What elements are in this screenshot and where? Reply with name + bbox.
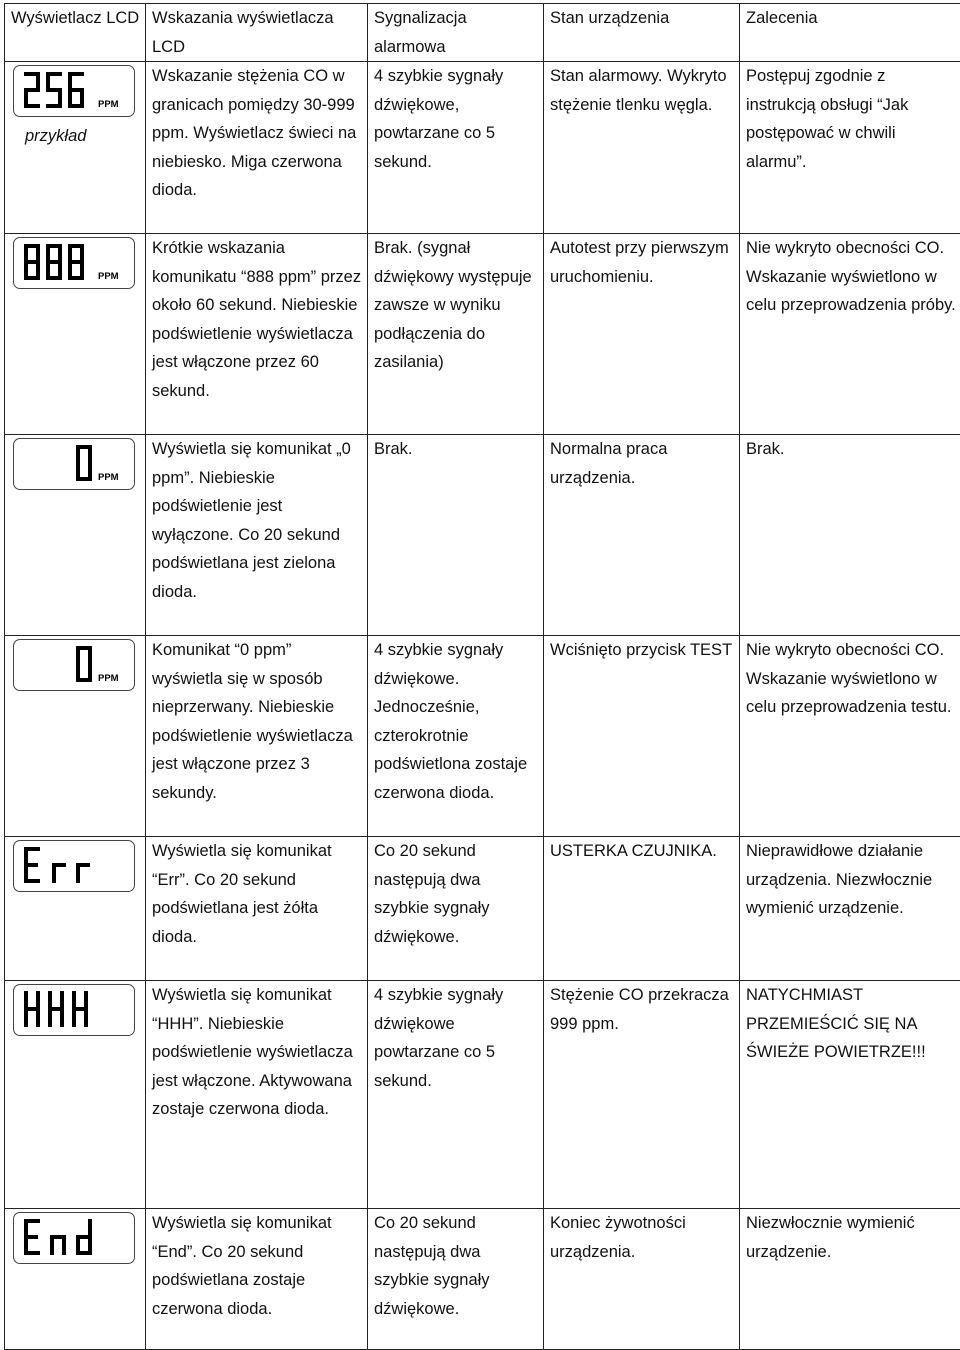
table-row bbox=[5, 234, 960, 435]
lcd-cell bbox=[5, 234, 146, 435]
table-row bbox=[5, 62, 960, 234]
alarm-cell: Brak. bbox=[368, 435, 544, 636]
lcd-0-ppm-icon bbox=[13, 639, 135, 691]
header-row bbox=[5, 4, 960, 62]
table-row bbox=[5, 435, 960, 636]
lcd-err-icon bbox=[13, 840, 135, 892]
state-cell: Normalna praca urządzenia. bbox=[544, 435, 740, 636]
header-alarm-signaling: Sygnalizacja alarmowa bbox=[368, 4, 544, 62]
table-row bbox=[5, 981, 960, 1209]
alarm-cell: 4 szybkie sygnały dźwiękowe powtarzane co 5 sekund. bbox=[368, 981, 544, 1209]
recommendation-cell: NATYCHMIAST PRZEMIEŚCIĆ SIĘ NA ŚWIEŻE POWIETRZE!!! bbox=[740, 981, 960, 1209]
alarm-cell: 4 szybkie sygnały dźwiękowe. Jednocześnie, czterokrotnie podświetlona zostaje czerwona dioda. bbox=[368, 636, 544, 837]
indication-cell: Komunikat “0 ppm” wyświetla się w sposób nieprzerwany. Niebieskie podświetlenie wyświetlacza jest włączone przez 3 sekundy. bbox=[146, 636, 368, 837]
lcd-end-icon bbox=[13, 1212, 135, 1264]
table-row bbox=[5, 837, 960, 981]
lcd-unit-label: PPM bbox=[98, 673, 119, 684]
lcd-unit-label: PPM bbox=[98, 99, 119, 110]
lcd-cell bbox=[5, 981, 146, 1209]
lcd-cell bbox=[5, 435, 146, 636]
alarm-cell: Brak. (sygnał dźwiękowy występuje zawsze w wyniku podłączenia do zasilania) bbox=[368, 234, 544, 435]
lcd-indications-table bbox=[4, 3, 960, 1350]
recommendation-cell: Niezwłocznie wymienić urządzenie. bbox=[740, 1209, 960, 1350]
recommendation-cell: Postępuj zgodnie z instrukcją obsługi “Jak postępować w chwili alarmu”. bbox=[740, 62, 960, 234]
table-row bbox=[5, 1209, 960, 1350]
header-device-state: Stan urządzenia bbox=[544, 4, 740, 62]
lcd-hhh-icon bbox=[13, 984, 135, 1036]
recommendation-cell: Nieprawidłowe działanie urządzenia. Niezwłocznie wymienić urządzenie. bbox=[740, 837, 960, 981]
example-label: przykład bbox=[25, 122, 86, 151]
lcd-cell bbox=[5, 62, 146, 234]
header-recommendations: Zalecenia bbox=[740, 4, 960, 62]
alarm-cell: Co 20 sekund następują dwa szybkie sygnały dźwiękowe. bbox=[368, 837, 544, 981]
lcd-cell bbox=[5, 1209, 146, 1350]
lcd-256-ppm-icon bbox=[13, 65, 135, 117]
state-cell: Autotest przy pierwszym uruchomieniu. bbox=[544, 234, 740, 435]
lcd-unit-label: PPM bbox=[98, 271, 119, 282]
lcd-888-ppm-icon bbox=[13, 237, 135, 289]
recommendation-cell: Nie wykryto obecności CO. Wskazanie wyświetlono w celu przeprowadzenia testu. bbox=[740, 636, 960, 837]
state-cell: Koniec żywotności urządzenia. bbox=[544, 1209, 740, 1350]
state-cell: Stężenie CO przekracza 999 ppm. bbox=[544, 981, 740, 1209]
header-lcd-display: Wyświetlacz LCD bbox=[5, 4, 146, 62]
indication-cell: Wyświetla się komunikat „0 ppm”. Niebieskie podświetlenie jest wyłączone. Co 20 sekund podświetlana jest zielona dioda. bbox=[146, 435, 368, 636]
indication-cell: Wyświetla się komunikat “HHH”. Niebieskie podświetlenie wyświetlacza jest włączone. Aktywowana zostaje czerwona dioda. bbox=[146, 981, 368, 1209]
lcd-cell bbox=[5, 837, 146, 981]
table-row bbox=[5, 636, 960, 837]
alarm-cell: 4 szybkie sygnały dźwiękowe, powtarzane co 5 sekund. bbox=[368, 62, 544, 234]
recommendation-cell: Nie wykryto obecności CO. Wskazanie wyświetlono w celu przeprowadzenia próby. bbox=[740, 234, 960, 435]
lcd-unit-label: PPM bbox=[98, 472, 119, 483]
alarm-cell: Co 20 sekund następują dwa szybkie sygnały dźwiękowe. bbox=[368, 1209, 544, 1350]
header-lcd-indications: Wskazania wyświetlacza LCD bbox=[146, 4, 368, 62]
indication-cell: Wskazanie stężenia CO w granicach pomiędzy 30-999 ppm. Wyświetlacz świeci na niebiesko. Miga czerwona dioda. bbox=[146, 62, 368, 234]
indication-cell: Krótkie wskazania komunikatu “888 ppm” przez około 60 sekund. Niebieskie podświetlenie wyświetlacza jest włączone przez 60 sekund. bbox=[146, 234, 368, 435]
indication-cell: Wyświetla się komunikat “Err”. Co 20 sekund podświetlana jest żółta dioda. bbox=[146, 837, 368, 981]
state-cell: Stan alarmowy. Wykryto stężenie tlenku węgla. bbox=[544, 62, 740, 234]
state-cell: Wciśnięto przycisk TEST bbox=[544, 636, 740, 837]
indication-cell: Wyświetla się komunikat “End”. Co 20 sekund podświetlana zostaje czerwona dioda. bbox=[146, 1209, 368, 1350]
lcd-0-ppm-icon bbox=[13, 438, 135, 490]
recommendation-cell: Brak. bbox=[740, 435, 960, 636]
lcd-cell bbox=[5, 636, 146, 837]
state-cell: USTERKA CZUJNIKA. bbox=[544, 837, 740, 981]
